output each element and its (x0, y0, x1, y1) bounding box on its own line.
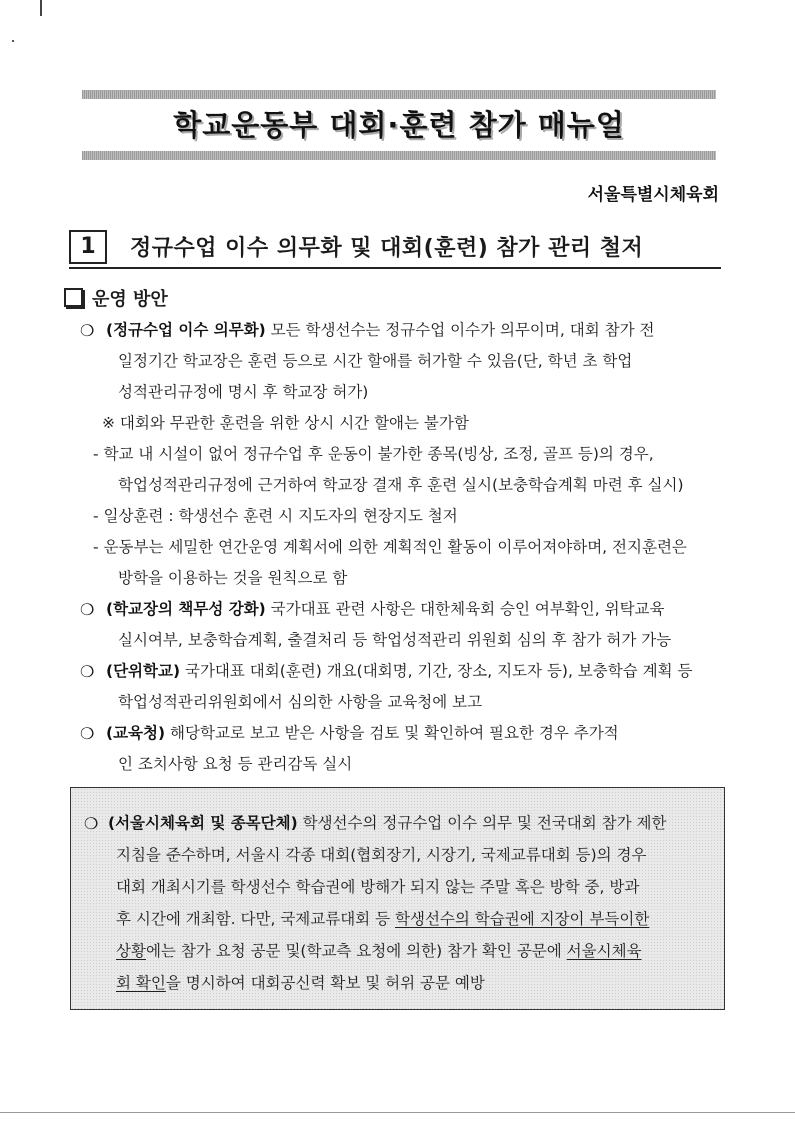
circle-bullet-icon: ❍ (80, 662, 95, 681)
organization-name: 서울특별시체육회 (587, 185, 719, 205)
dash-item: - 운동부는 세밀한 연간운영 계획서에 의한 계획적인 활동이 이루어져야하며, 전지훈련은 (93, 538, 687, 556)
box-paragraph (108, 808, 667, 839)
paragraph-principal (106, 594, 665, 625)
circle-bullet-icon: ❍ (84, 814, 99, 833)
item-text: 실시여부, 보충학습계획, 출결처리 등 학업성적관리 위원회 심의 후 참가 허가 가능 (118, 631, 672, 649)
section-title: 정규수업 이수 의무화 및 대회(훈련) 참가 관리 철저 (130, 236, 644, 261)
item-text: 모든 학생선수는 정규수업 이수가 의무이며, 대회 참가 전 (265, 321, 655, 339)
title-bar-bottom (82, 151, 716, 160)
circle-bullet-icon: ❍ (80, 321, 95, 340)
section-rule (69, 267, 721, 269)
item-text: 해당학교로 보고 받은 사항을 검토 및 확인하여 필요한 경우 추가적 (165, 724, 619, 742)
underlined-text: 서울시체육 (566, 942, 642, 960)
page-bottom-edge (0, 1112, 795, 1113)
scan-dot (12, 40, 14, 42)
underlined-text: 학생선수의 학습권에 지장이 부득이한 (395, 910, 650, 928)
circle-bullet-icon: ❍ (80, 724, 95, 743)
box-text: 대회 개최시기를 학생선수 학습권에 방해가 되지 않는 주말 혹은 방학 중, 방과 (116, 878, 640, 896)
box-text-part: 후 시간에 개최함. 다만, 국제교류대회 등 (116, 910, 395, 928)
section-number: 1 (69, 230, 107, 264)
subheading-text: 운영 방안 (92, 289, 168, 310)
title-banner (82, 90, 716, 162)
item-label: (학교장의 책무성 강화) (106, 600, 266, 618)
checkbox-square-icon (64, 288, 83, 307)
box-text-part: 을 명시하여 대회공신력 확보 및 허위 공문 예방 (165, 974, 485, 992)
scan-mark-top (40, 0, 42, 16)
paragraph-regular-class (106, 315, 654, 346)
dash-item: - 일상훈련 : 학생선수 훈련 시 지도자의 현장지도 철저 (93, 507, 458, 525)
item-label: (단위학교) (106, 662, 181, 680)
paragraph-education-office (106, 718, 619, 749)
item-label: (교육청) (106, 724, 166, 742)
item-label: (정규수업 이수 의무화) (106, 321, 266, 339)
subheading (64, 285, 168, 311)
title-bar-top (82, 90, 716, 99)
box-text (116, 904, 649, 935)
item-text: 국가대표 대회(훈련) 개요(대회명, 기간, 장소, 지도자 등), 보충학습 계획 등 (180, 662, 693, 680)
underlined-text: 회 확인 (116, 974, 166, 992)
page-title: 학교운동부 대회·훈련 참가 매뉴얼 (173, 108, 625, 142)
dash-item: - 학교 내 시설이 없어 정규수업 후 운동이 불가한 종목(빙상, 조정, 골프 등)의 경우, (93, 445, 654, 463)
circle-bullet-icon: ❍ (80, 600, 95, 619)
dash-item-cont: 학업성적관리규정에 근거하여 학교장 결재 후 훈련 실시(보충학습계획 마련 후 실시) (118, 476, 684, 494)
item-text: 학생선수의 정규수업 이수 의무 및 전국대회 참가 제한 (297, 814, 667, 832)
box-text: 지침을 준수하며, 서울시 각종 대회(협회장기, 시장기, 국제교류대회 등)의 경우 (116, 846, 647, 864)
note-text: ※ 대회와 무관한 훈련을 위한 상시 시간 할애는 불가함 (102, 414, 469, 432)
item-text: 국가대표 관련 사항은 대한체육회 승인 여부확인, 위탁교육 (265, 600, 665, 618)
paragraph-school (106, 656, 692, 687)
item-text: 학업성적관리위원회에서 심의한 사항을 교육청에 보고 (118, 693, 483, 711)
box-text (116, 936, 642, 967)
box-text-part: 에는 참가 요청 공문 및(학교측 요청에 의한) 참가 확인 공문에 (145, 942, 567, 960)
dash-item-cont: 방학을 이용하는 것을 원칙으로 함 (118, 569, 348, 587)
item-text: 일정기간 학교장은 훈련 등으로 시간 할애를 허가할 수 있음(단, 학년 초 학업 (118, 352, 633, 370)
underlined-text: 상황 (116, 942, 146, 960)
item-text: 인 조치사항 요청 등 관리감독 실시 (118, 755, 353, 773)
box-text (116, 968, 485, 999)
item-label: (서울시체육회 및 종목단체) (108, 814, 298, 832)
item-text: 성적관리규정에 명시 후 학교장 허가) (118, 383, 369, 401)
